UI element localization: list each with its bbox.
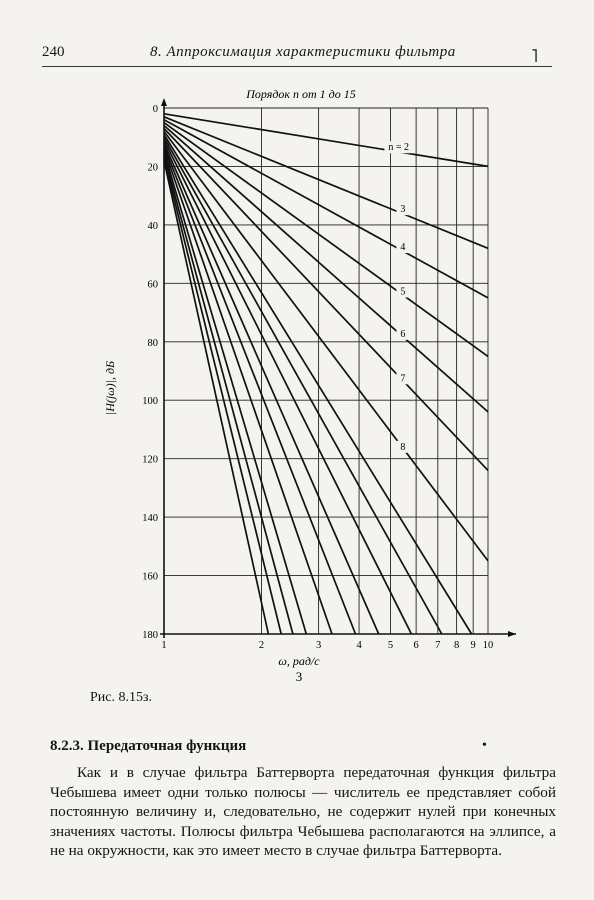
y-tick-label: 0	[152, 104, 158, 115]
x-tick-label: 7	[435, 640, 441, 651]
series-line	[164, 134, 472, 634]
figure-sublabel: 3	[295, 669, 303, 682]
x-axis-label: ω, рад/с	[278, 654, 320, 668]
series-line	[164, 146, 356, 634]
x-tick-label: 3	[315, 640, 322, 651]
y-tick-label: 40	[147, 220, 158, 232]
series-label: 6	[400, 328, 406, 340]
corner-mark: ˥	[531, 46, 538, 66]
series-label: 5	[400, 286, 406, 298]
chebyshev-attenuation-chart	[96, 82, 536, 682]
y-axis-label: |H(jω)|, дБ	[103, 360, 117, 416]
series-line	[164, 140, 411, 634]
y-tick-label: 160	[142, 571, 158, 583]
y-axis-arrow	[161, 98, 167, 106]
series-line	[164, 131, 488, 561]
chart-axes	[160, 98, 516, 638]
chart-grid	[164, 108, 488, 634]
y-tick-label: 60	[147, 279, 158, 291]
x-tick-label: 2	[258, 640, 265, 651]
series-label: n = 2	[388, 142, 410, 154]
series-label: 4	[400, 242, 406, 254]
y-tick-label: 120	[142, 454, 158, 466]
x-tick-label: 6	[413, 640, 419, 651]
x-tick-label: 9	[470, 640, 476, 651]
y-tick-label: 100	[142, 396, 158, 408]
body-paragraph: Как и в случае фильтра Баттерворта передаточная функция фильтра Чебышева имеет одни только полюсы — числитель ее представляет собой постоянную величину и, следовательно, не содержит нулей при конечных значениях частоты. Полюсы фильтра Чебышева располагаются на эллипсе, а не на окружности, как это имеет место в случае фильтра Баттерворта.	[50, 764, 556, 860]
y-tick-label: 140	[142, 513, 158, 525]
series-label: 7	[400, 373, 406, 385]
header-rule	[42, 66, 552, 67]
page-number: 240	[42, 44, 65, 60]
x-tick-label: 10	[482, 640, 494, 651]
series-label: 3	[400, 204, 406, 216]
x-tick-label: 1	[161, 640, 167, 651]
series-line	[164, 117, 488, 249]
x-axis-arrow	[508, 631, 516, 637]
y-tick-label: 80	[147, 337, 158, 349]
y-tick-label: 180	[142, 630, 158, 641]
y-tick-label: 20	[147, 162, 158, 174]
stray-mark: •	[482, 738, 487, 753]
x-tick-label: 4	[356, 640, 362, 651]
series-label: 8	[400, 441, 406, 453]
chart-series	[164, 114, 488, 634]
x-tick-label: 5	[387, 640, 394, 651]
series-line	[164, 152, 306, 634]
running-head: 8. Аппроксимация характеристики фильтра	[150, 44, 456, 60]
series-line	[164, 143, 379, 634]
section-heading: 8.2.3. Передаточная функция	[50, 738, 247, 754]
x-tick-label: 8	[453, 640, 460, 651]
figure-caption: Рис. 8.15з.	[90, 690, 153, 705]
page-header	[42, 44, 552, 64]
series-line	[164, 129, 488, 471]
chart-title: Порядок n от 1 до 15	[246, 87, 356, 101]
